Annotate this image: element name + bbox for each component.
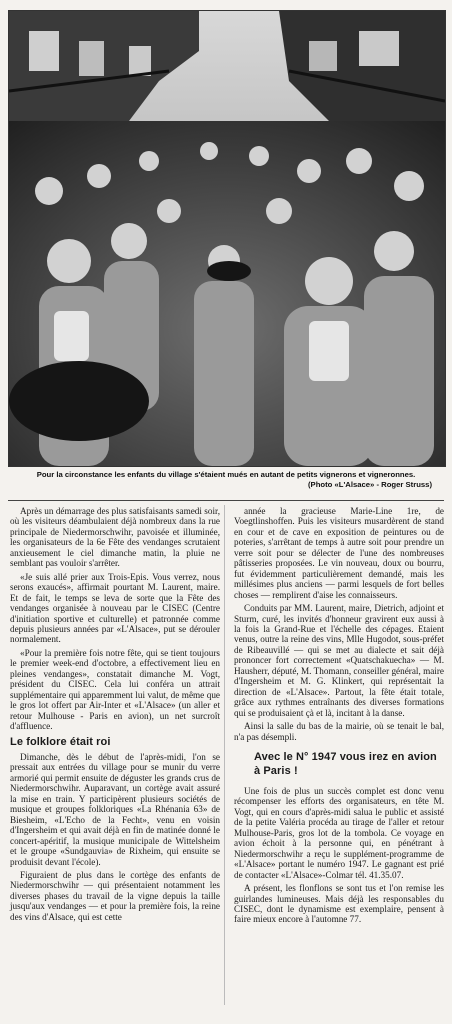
column-divider: [224, 505, 225, 1005]
paragraph: Une fois de plus un succès complet est donc venu récompenser les efforts des organisateurs, en tête M. Vogt, qui en cours d'après-midi salua le public et assisté de la petite Valéria procéda au tirage de l'aller et retour Mulhouse-Paris, gros lot de la tombola. Ce voyage en avion échoit à la personne qui, en pénétrant à Niedermorschwihr a reçu le supplément-programme de «L'Alsace» portant le numéro 1947. Le gagnant est prié de contacter «L'Alsace»-Colmar tél. 41.35.07.: [234, 785, 444, 880]
photo-credit: (Photo «L'Alsace» - Roger Struss): [308, 480, 432, 489]
paragraph: Dimanche, dès le début de l'après-midi, l'on se pressait aux entrées du village pour se munir du verre armorié qui permit ensuite de déguster les grands crus de Niedermorschwihr. Auparavant, un cortège avait assuré la mise en train. Y participèrent plusieurs sociétés de musique et groupes folkloriques «La Rhénania 63» de Biesheim, «L'Echo de la Fecht», venu en voisin d'Ingersheim et qui avait déjà en fin de matinée donné le concert-apéritif, la musique municipale de Wittelsheim et le groupe «Sundgauvia» de Rixheim, qui ensuite se produisit devant l'école).: [10, 751, 220, 867]
paragraph: «Je suis allé prier aux Trois-Epis. Vous verrez, nous serons exaucés», affirmait pourtant M. Laurent, maire. Et de fait, le temps se leva de sorte que la Fête des vendanges organisée à nouveau par le CISEC (Centre d'initiation sportive et culturelle) et patronnée comme depuis plusieurs années par «L'Alsace», put se dérouler normalement.: [10, 571, 220, 645]
caption-text: Pour la circonstance les enfants du village s'étaient mués en autant de petits vignerons et vigneronnes.: [36, 470, 416, 479]
festival-photo: [8, 10, 446, 467]
section-heading: Le folklore était roi: [10, 735, 111, 748]
village-festival-photo-icon: [9, 11, 445, 466]
paragraph: «Pour la première fois notre fête, qui se tient toujours le premier week-end d'octobre, a effectivement lieu en pleines vendanges», constatait dimanche M. Vogt, président du CISEC. Cela lui conféra un attrait supplémentaire qui apparemment lui valut, de même que le gros lot offert par Air-Inter et «L'Alsace» (un aller et retour Mulhouse - Paris en avion), un net surcroît d'affluence.: [10, 647, 220, 732]
paragraph: Ainsi la salle du bas de la mairie, où se tenait le bal, n'a pas désempli.: [234, 721, 444, 742]
photo-caption: [10, 470, 442, 490]
paragraph: A présent, les flonflons se sont tus et l'on remise les guirlandes lumineuses. Mais déjà les responsables du CISEC, dont le dynamisme est exemplaire, pensent à faire mieux encore à l'automne 77.: [234, 883, 444, 925]
paragraph: année la gracieuse Marie-Line 1re, de Voegtlinshoffen. Puis les visiteurs musardèrent de stand en cour et de cave en exposition de peintures ou de poteries, s'arrêtant de temps à autre soit pour prendre un verre soit pour se délecter de l'une des nombreuses pâtisseries proposées. Le vin nouveau, doux ou bourru, fut évidemment particulièrement demandé, mais les millésimes plus anciens — parmi lesquels de fort belles choses — remplirent d'aise les connaisseurs.: [234, 506, 444, 600]
paragraph: Figuraient de plus dans le cortège des enfants de Niedermorschwihr — qui présentaient notamment les diverses phases du travail de la vigne depuis la taille jusqu'aux vendanges — et pour la première fois, la reine des vins d'Alsace, qui est cette: [10, 869, 220, 922]
caption-divider: [8, 500, 444, 501]
paragraph: Conduits par MM. Laurent, maire, Dietrich, adjoint et Sturm, curé, les invités d'honneur gravirent eux aussi à la fois la Grand-Rue et l'échelle des cépages. Etaient venus, outre la reine des vins, Mlle Hugodot, sous-préfet de Ribeauvillé — qui se met au dialecte et sait déjà prononcer fort correctement «Quatschakuecha» — M. Hausherr, député, M. Thomann, conseiller général, maire d'Ingersheim et M. G. Klinkert, qui représentait la direction de «L'Alsace». Partout, la fête était totale, grâce aux rythmes entraînants des diverses formations qui se produisaient çà et là, incitant à la danse.: [234, 603, 444, 718]
paragraph: Après un démarrage des plus satisfaisants samedi soir, où les visiteurs déambulaient déjà nombreux dans la rue principale de Niedermorschwihr, pavoisée et illuminée, les organisateurs de la 6e Fête des vendanges scrutaient anxieusement le ciel dimanche matin, la pluie ne semblant pas vouloir s'arrêter.: [10, 506, 220, 569]
section-heading: Avec le N° 1947 vous irez en avion à Paris !: [254, 750, 437, 777]
left-column: [10, 506, 220, 925]
right-column: [234, 506, 444, 928]
